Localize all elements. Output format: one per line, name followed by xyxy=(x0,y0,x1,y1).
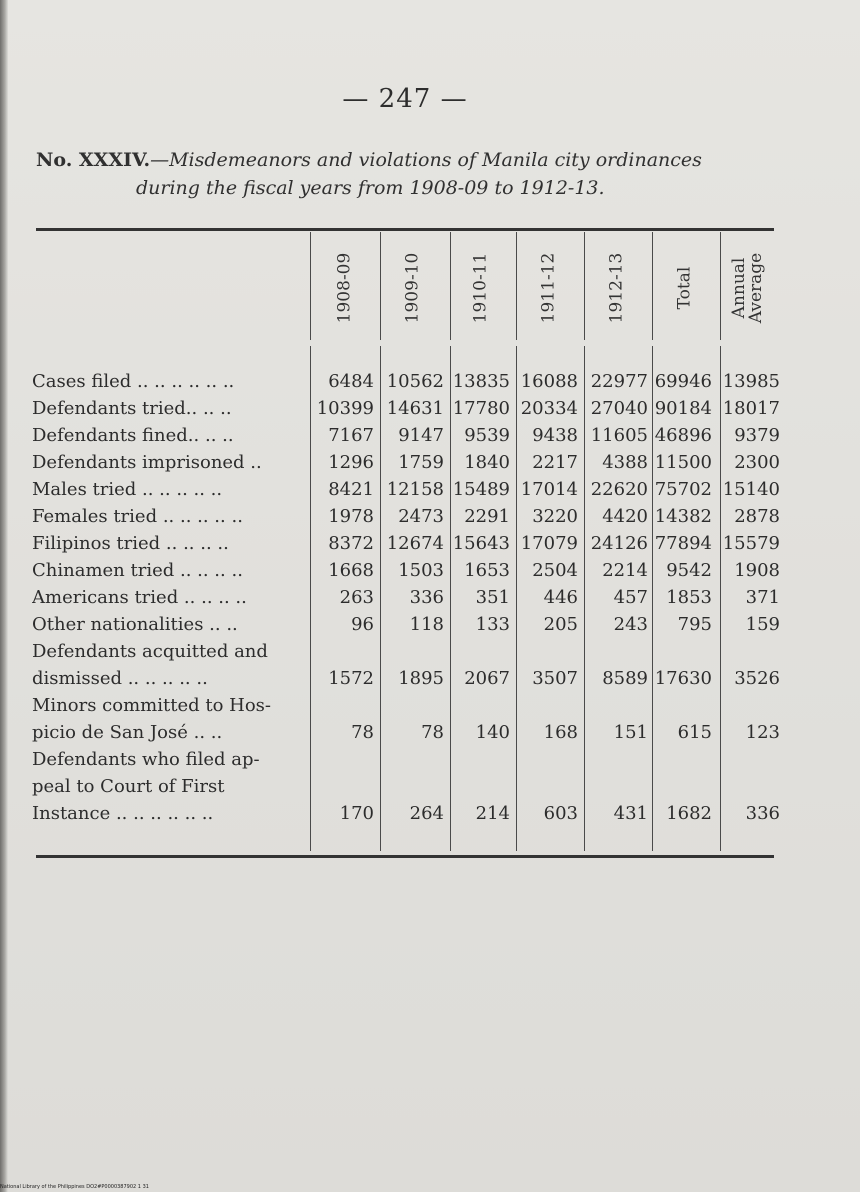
book-spine-shadow xyxy=(0,0,8,1192)
table-cell: 457 xyxy=(613,587,648,608)
column-header xyxy=(718,238,778,338)
table-cell: 3220 xyxy=(532,506,578,527)
table-top-rule xyxy=(36,228,774,231)
table-cell: 1668 xyxy=(328,560,374,581)
table-cell: 3526 xyxy=(734,668,780,689)
table-cell: 118 xyxy=(409,614,444,635)
table-cell: 75702 xyxy=(654,479,712,500)
row-label: Filipinos tried .. .. .. .. xyxy=(32,533,229,554)
table-cell: 8372 xyxy=(328,533,374,554)
table-cell: 431 xyxy=(613,803,648,824)
table-cell: 1296 xyxy=(328,452,374,473)
row-label: Defendants fined.. .. .. xyxy=(32,425,234,446)
column-header xyxy=(654,238,714,338)
table-cell: 17780 xyxy=(452,398,510,419)
table-cell: 159 xyxy=(745,614,780,635)
row-label: Chinamen tried .. .. .. .. xyxy=(32,560,243,581)
table-cell: 90184 xyxy=(654,398,712,419)
table-cell: 96 xyxy=(351,614,374,635)
table-cell: 20334 xyxy=(520,398,578,419)
table-cell: 11605 xyxy=(590,425,648,446)
row-label: Cases filed .. .. .. .. .. .. xyxy=(32,371,235,392)
column-header xyxy=(586,238,646,338)
table-cell: 10562 xyxy=(386,371,444,392)
table-cell: 15140 xyxy=(722,479,780,500)
table-cell: 123 xyxy=(745,722,780,743)
table-cell: 78 xyxy=(421,722,444,743)
table-cell: 9539 xyxy=(464,425,510,446)
table-cell: 24126 xyxy=(590,533,648,554)
table-cell: 8589 xyxy=(602,668,648,689)
table-cell: 2300 xyxy=(734,452,780,473)
column-header-label: 1910-11 xyxy=(470,252,491,324)
table-cell: 14631 xyxy=(386,398,444,419)
table-cell: 1978 xyxy=(328,506,374,527)
table-cell: 264 xyxy=(409,803,444,824)
row-label: Minors committed to Hos- xyxy=(32,695,272,716)
table-cell: 1503 xyxy=(398,560,444,581)
table-cell: 1759 xyxy=(398,452,444,473)
caption-number: No. XXXIV. xyxy=(36,149,151,171)
table-cell: 603 xyxy=(543,803,578,824)
table-cell: 12158 xyxy=(386,479,444,500)
table-bottom-rule xyxy=(36,855,774,858)
column-header-label: 1908-09 xyxy=(334,252,355,324)
table-cell: 263 xyxy=(339,587,374,608)
column-header xyxy=(314,238,374,338)
row-label: Defendants tried.. .. .. xyxy=(32,398,232,419)
table-cell: 16088 xyxy=(520,371,578,392)
table-cell: 15643 xyxy=(452,533,510,554)
table-cell: 9542 xyxy=(666,560,712,581)
table-cell: 22977 xyxy=(590,371,648,392)
table-cell: 336 xyxy=(745,803,780,824)
table-cell: 336 xyxy=(409,587,444,608)
table-cell: 1653 xyxy=(464,560,510,581)
column-header xyxy=(518,238,578,338)
table-cell: 7167 xyxy=(328,425,374,446)
table-cell: 15579 xyxy=(722,533,780,554)
table-cell: 795 xyxy=(677,614,712,635)
table-cell: 27040 xyxy=(590,398,648,419)
table-cell: 2214 xyxy=(602,560,648,581)
table-cell: 6484 xyxy=(328,371,374,392)
row-label: Instance .. .. .. .. .. .. xyxy=(32,803,214,824)
row-label: Defendants imprisoned .. xyxy=(32,452,262,473)
column-header xyxy=(450,238,510,338)
table-cell: 13835 xyxy=(452,371,510,392)
row-label: picio de San José .. .. xyxy=(32,722,223,743)
table-cell: 9379 xyxy=(734,425,780,446)
table-cell: 1853 xyxy=(666,587,712,608)
table-cell: 17014 xyxy=(520,479,578,500)
table-cell: 3507 xyxy=(532,668,578,689)
table-cell: 18017 xyxy=(722,398,780,419)
table-cell: 14382 xyxy=(654,506,712,527)
table-cell: 615 xyxy=(677,722,712,743)
table-cell: 12674 xyxy=(386,533,444,554)
scan-footer-note: National Library of the Philippines DO2#P0000387902 1 31 xyxy=(0,1184,149,1190)
table-cell: 17630 xyxy=(654,668,712,689)
column-header xyxy=(382,238,442,338)
caption-line-2: during the fiscal years from 1908-09 to 1912-13. xyxy=(136,177,605,199)
table-cell: 168 xyxy=(543,722,578,743)
table-cell: 243 xyxy=(613,614,648,635)
table-caption xyxy=(36,146,796,202)
caption-line-1-text: —Misdemeanors and violations of Manila city ordinances xyxy=(150,149,702,171)
column-header-label: 1912-13 xyxy=(606,252,627,324)
table-cell: 78 xyxy=(351,722,374,743)
table-cell: 205 xyxy=(543,614,578,635)
table-cell: 214 xyxy=(475,803,510,824)
table-cell: 151 xyxy=(613,722,648,743)
column-header-label: Total xyxy=(673,266,694,310)
table-cell: 170 xyxy=(339,803,374,824)
table-cell: 77894 xyxy=(654,533,712,554)
table-cell: 13985 xyxy=(722,371,780,392)
row-label: Females tried .. .. .. .. .. xyxy=(32,506,243,527)
row-label: dismissed .. .. .. .. .. xyxy=(32,668,208,689)
table-cell: 4420 xyxy=(602,506,648,527)
row-label: Males tried .. .. .. .. .. xyxy=(32,479,223,500)
table-cell: 1908 xyxy=(734,560,780,581)
table-cell: 1895 xyxy=(398,668,444,689)
column-divider xyxy=(380,232,381,340)
row-label: Americans tried .. .. .. .. xyxy=(32,587,247,608)
column-divider xyxy=(584,232,585,340)
table-cell: 2473 xyxy=(398,506,444,527)
table-cell: 15489 xyxy=(452,479,510,500)
table-cell: 9147 xyxy=(398,425,444,446)
table-cell: 10399 xyxy=(316,398,374,419)
table-cell: 8421 xyxy=(328,479,374,500)
table-cell: 2504 xyxy=(532,560,578,581)
table-cell: 17079 xyxy=(520,533,578,554)
table-cell: 351 xyxy=(475,587,510,608)
table-cell: 2878 xyxy=(734,506,780,527)
table-cell: 2217 xyxy=(532,452,578,473)
row-label: Defendants acquitted and xyxy=(32,641,268,662)
table-cell: 1840 xyxy=(464,452,510,473)
table-cell: 9438 xyxy=(532,425,578,446)
table-cell: 133 xyxy=(475,614,510,635)
table-cell: 2291 xyxy=(464,506,510,527)
table-cell: 140 xyxy=(475,722,510,743)
table-cell: 371 xyxy=(745,587,780,608)
column-divider xyxy=(652,232,653,340)
row-label: Other nationalities .. .. xyxy=(32,614,238,635)
table-cell: 2067 xyxy=(464,668,510,689)
column-header-label: 1909-10 xyxy=(402,252,423,324)
column-divider xyxy=(516,232,517,340)
column-header-label: 1911-12 xyxy=(538,252,559,324)
table-cell: 1572 xyxy=(328,668,374,689)
page-number: — 247 — xyxy=(342,84,468,114)
table-cell: 69946 xyxy=(654,371,712,392)
table-cell: 22620 xyxy=(590,479,648,500)
table-cell: 11500 xyxy=(654,452,712,473)
caption-line-1 xyxy=(36,146,796,174)
column-header-label: Annual Average xyxy=(729,252,767,324)
row-label: Defendants who filed ap- xyxy=(32,749,260,770)
table-cell: 46896 xyxy=(654,425,712,446)
table-cell: 446 xyxy=(543,587,578,608)
row-label: peal to Court of First xyxy=(32,776,225,797)
table-cell: 4388 xyxy=(602,452,648,473)
column-divider xyxy=(310,232,311,340)
table-cell: 1682 xyxy=(666,803,712,824)
